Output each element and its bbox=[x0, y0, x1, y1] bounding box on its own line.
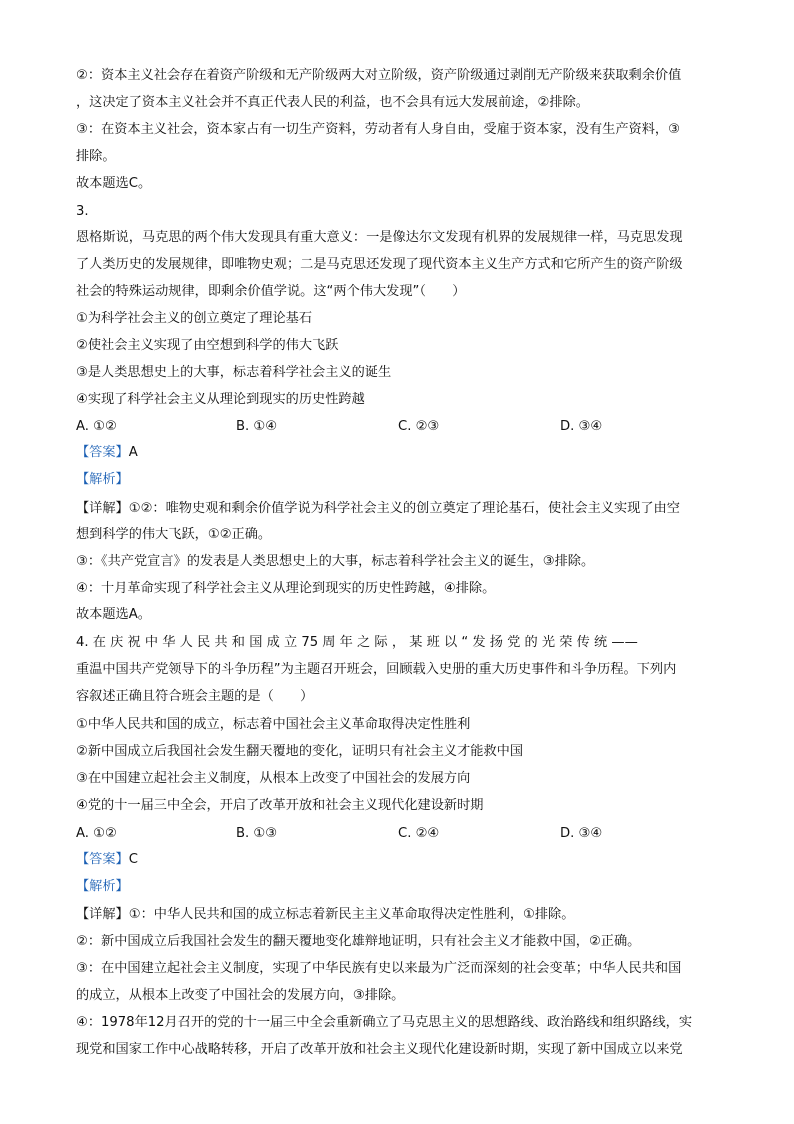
statement-item: ④党的十一届三中全会，开启了改革开放和社会主义现代化建设新时期 bbox=[76, 798, 484, 813]
detail-line: ④：十月革命实现了科学社会主义从理论到现实的历史性跨越，④排除。 bbox=[76, 581, 496, 596]
detail-line bbox=[76, 500, 680, 518]
answer-line bbox=[76, 851, 138, 869]
conclusion-line: 故本题选A。 bbox=[76, 607, 151, 622]
option-b: B. ①④ bbox=[236, 419, 278, 434]
analysis-tag: 【解析】 bbox=[76, 879, 129, 894]
option-b: B. ①③ bbox=[236, 826, 278, 841]
option-c: C. ②④ bbox=[398, 826, 440, 841]
analysis-line: 排除。 bbox=[76, 149, 116, 164]
question-stem-line: 4. 在 庆 祝 中 华 人 民 共 和 国 成 立 75 周 年 之 际 ， 某 班 以 “ 发 扬 党 的 光 荣 传 统 —— bbox=[76, 635, 638, 650]
detail-line: ②：新中国成立后我国社会发生的翻天覆地变化雄辩地证明，只有社会主义才能救中国，②正确。 bbox=[76, 934, 641, 949]
detail-line: 想到科学的伟大飞跃，①②正确。 bbox=[76, 527, 272, 542]
option-d: D. ③④ bbox=[560, 826, 603, 841]
answer-value: C bbox=[128, 852, 138, 867]
question-stem-line: 恩格斯说，马克思的两个伟大发现具有重大意义：一是像达尔文发现有机界的发展规律一样，马克思发现 bbox=[76, 230, 683, 245]
statement-item: ③是人类思想史上的大事，标志着科学社会主义的诞生 bbox=[76, 365, 392, 380]
detail-tag: 【详解】 bbox=[76, 907, 129, 922]
detail-line: ④：1978年12月召开的党的十一届三中全会重新确立了马克思主义的思想路线、政治路线和组织路线，实 bbox=[76, 1015, 693, 1030]
detail-line: ③：《共产党宣言》的发表是人类思想史上的大事，标志着科学社会主义的诞生，③排除。 bbox=[76, 554, 595, 569]
statement-item: ①为科学社会主义的创立奠定了理论基石 bbox=[76, 311, 313, 326]
question-stem-line: 了人类历史的发展规律，即唯物史观；二是马克思还发现了现代资本主义生产方式和它所产生的资产阶级 bbox=[76, 257, 683, 272]
question-stem-line: 社会的特殊运动规律，即剩余价值学说。这“两个伟大发现”（ ） bbox=[76, 284, 466, 299]
answer-tag: 【答案】 bbox=[76, 852, 129, 867]
detail-line bbox=[76, 906, 574, 924]
statement-item: ③在中国建立起社会主义制度，从根本上改变了中国社会的发展方向 bbox=[76, 771, 471, 786]
option-a: A. ①② bbox=[76, 826, 117, 841]
detail-line: 现党和国家工作中心战略转移，开启了改革开放和社会主义现代化建设新时期，实现了新中国成立以来党 bbox=[76, 1042, 683, 1057]
analysis-line: ②：资本主义社会存在着资产阶级和无产阶级两大对立阶级，资产阶级通过剥削无产阶级来获取剩余价值 bbox=[76, 68, 682, 83]
conclusion-line: 故本题选C。 bbox=[76, 176, 152, 191]
analysis-line: ，这决定了资本主义社会并不真正代表人民的利益，也不会具有远大发展前途，②排除。 bbox=[76, 95, 589, 110]
option-c: C. ②③ bbox=[398, 419, 440, 434]
statement-item: ④实现了科学社会主义从理论到现实的历史性跨越 bbox=[76, 392, 365, 407]
analysis-heading bbox=[76, 471, 129, 489]
question-number: 3. bbox=[76, 204, 89, 219]
detail-tag: 【详解】 bbox=[76, 501, 129, 516]
question-stem-line: 重温中国共产党领导下的斗争历程”为主题召开班会，回顾载入史册的重大历史事件和斗争历程。下列内 bbox=[76, 662, 677, 677]
answer-value: A bbox=[128, 445, 138, 460]
option-a: A. ①② bbox=[76, 419, 117, 434]
statement-item: ②新中国成立后我国社会发生翻天覆地的变化，证明只有社会主义才能救中国 bbox=[76, 744, 524, 759]
analysis-tag: 【解析】 bbox=[76, 472, 129, 487]
analysis-line: ③：在资本主义社会，资本家占有一切生产资料，劳动者有人身自由，受雇于资本家，没有生产资料，③ bbox=[76, 122, 680, 137]
detail-line: 的成立，从根本上改变了中国社会的发展方向，③排除。 bbox=[76, 988, 405, 1003]
answer-line bbox=[76, 444, 138, 462]
detail-text: ①：中华人民共和国的成立标志着新民主主义革命取得决定性胜利，①排除。 bbox=[128, 907, 575, 922]
statement-item: ②使社会主义实现了由空想到科学的伟大飞跃 bbox=[76, 338, 339, 353]
answer-tag: 【答案】 bbox=[76, 445, 129, 460]
statement-item: ①中华人民共和国的成立，标志着中国社会主义革命取得决定性胜利 bbox=[76, 717, 471, 732]
option-d: D. ③④ bbox=[560, 419, 603, 434]
detail-line: ③：在中国建立起社会主义制度，实现了中华民族有史以来最为广泛而深刻的社会变革；中华人民共和国 bbox=[76, 961, 682, 976]
question-stem-line: 容叙述正确且符合班会主题的是（ ） bbox=[76, 689, 314, 704]
detail-text: ①②：唯物史观和剩余价值学说为科学社会主义的创立奠定了理论基石，使社会主义实现了由空 bbox=[128, 501, 680, 516]
analysis-heading bbox=[76, 878, 129, 896]
